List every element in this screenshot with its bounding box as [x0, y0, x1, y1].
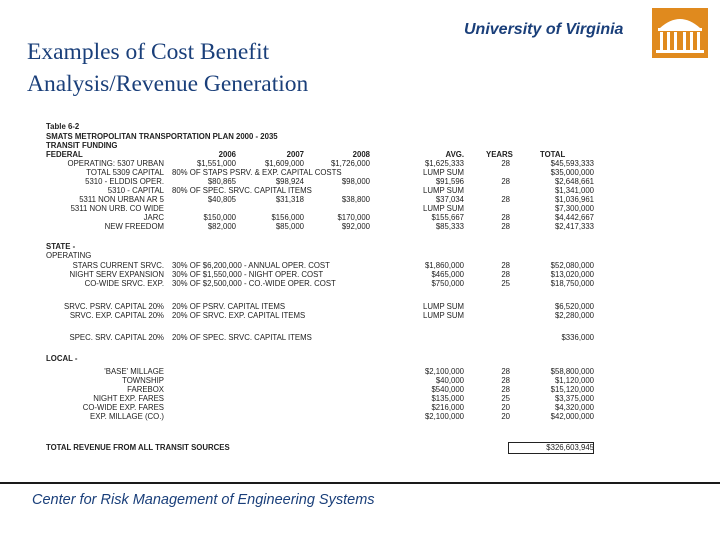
row-label: TOWNSHIP	[122, 376, 164, 385]
col-header-category: FEDERAL	[46, 150, 83, 159]
table-row	[40, 222, 600, 232]
cell-years: 28	[501, 367, 510, 376]
cell-years: 28	[501, 376, 510, 385]
row-label: NIGHT SERV EXPANSION	[69, 270, 164, 279]
row-label: TOTAL 5309 CAPITAL	[86, 168, 164, 177]
cell-note: 20% OF SPEC. SRVC. CAPITAL ITEMS	[172, 333, 312, 342]
grand-total-label: TOTAL REVENUE FROM ALL TRANSIT SOURCES	[46, 443, 230, 452]
cell-total: $3,375,000	[554, 394, 594, 403]
cell-note: 30% OF $2,500,000 - CO.-WIDE OPER. COST	[172, 279, 336, 288]
cell-total: $4,442,667	[554, 213, 594, 222]
cell-years: 28	[501, 177, 510, 186]
cell-total: $7,300,000	[554, 204, 594, 213]
slide-title	[27, 36, 427, 100]
row-label: SRVC. PSRV. CAPITAL 20%	[64, 302, 164, 311]
cell-2006: $82,000	[207, 222, 236, 231]
row-label: JARC	[143, 213, 164, 222]
cell-avg: $750,000	[431, 279, 464, 288]
cell-note: 20% OF PSRV. CAPITAL ITEMS	[172, 302, 286, 311]
row-label: SRVC. EXP. CAPITAL 20%	[69, 311, 164, 320]
cell-2006: $80,865	[207, 177, 236, 186]
caption-line-3: TRANSIT FUNDING	[46, 141, 118, 150]
caption-line-2: SMATS METROPOLITAN TRANSPORTATION PLAN 2000 - 2035	[46, 132, 278, 141]
cell-avg: $216,000	[431, 403, 464, 412]
table-caption	[40, 122, 600, 132]
rotunda-logo-icon	[652, 8, 708, 58]
col-header-2008: 2008	[352, 150, 370, 159]
cell-avg: LUMP SUM	[422, 302, 464, 311]
row-label: 'BASE' MILLAGE	[104, 367, 164, 376]
col-header-years: YEARS	[486, 150, 513, 159]
cell-note: 30% OF $1,550,000 - NIGHT OPER. COST	[172, 270, 324, 279]
cell-total: $1,341,000	[554, 186, 594, 195]
university-name: University of Virginia	[464, 21, 624, 38]
cell-total: $6,520,000	[554, 302, 594, 311]
row-label: STARS CURRENT SRVC.	[72, 261, 164, 270]
cell-2008: $92,000	[341, 222, 370, 231]
cell-avg: $135,000	[431, 394, 464, 403]
cell-note: 30% OF $6,200,000 - ANNUAL OPER. COST	[172, 261, 330, 270]
footer-text: Center for Risk Management of Engineering Systems	[32, 492, 375, 508]
cell-2008: $1,726,000	[330, 159, 370, 168]
cell-2008: $38,800	[341, 195, 370, 204]
cell-avg: LUMP SUM	[422, 311, 464, 320]
cell-years: 28	[501, 213, 510, 222]
cell-avg: $540,000	[431, 385, 464, 394]
cell-total: $1,120,000	[554, 376, 594, 385]
cell-avg: $2,100,000	[424, 412, 464, 421]
grand-total-value: $326,603,945	[546, 443, 594, 452]
cell-note: 80% OF SPEC. SRVC. CAPITAL ITEMS	[172, 186, 312, 195]
cell-total: $2,648,661	[554, 177, 594, 186]
table-row	[40, 333, 600, 343]
table-row	[40, 279, 600, 289]
transit-funding-table	[40, 122, 600, 457]
cell-avg: $1,625,333	[424, 159, 464, 168]
title-line-2: Analysis/Revenue Generation	[27, 71, 309, 97]
local-header: LOCAL -	[46, 354, 78, 363]
cell-total: $2,417,333	[554, 222, 594, 231]
row-label: NIGHT EXP. FARES	[93, 394, 164, 403]
cell-total: $18,750,000	[550, 279, 594, 288]
cell-years: 28	[501, 270, 510, 279]
cell-years: 28	[501, 261, 510, 270]
cell-total: $52,080,000	[550, 261, 594, 270]
cell-avg: $155,667	[431, 213, 464, 222]
cell-avg: $91,596	[435, 177, 464, 186]
row-label: 5311 NON URBAN AR 5	[79, 195, 164, 204]
caption-line-1: Table 6-2	[46, 122, 80, 131]
table-row	[40, 412, 600, 422]
cell-2007: $31,318	[275, 195, 304, 204]
cell-years: 28	[501, 385, 510, 394]
cell-avg: $1,860,000	[424, 261, 464, 270]
cell-note: 20% OF SRVC. EXP. CAPITAL ITEMS	[172, 311, 306, 320]
cell-avg: $465,000	[431, 270, 464, 279]
cell-avg: $85,333	[435, 222, 464, 231]
col-header-2006: 2006	[218, 150, 236, 159]
cell-avg: $40,000	[435, 376, 464, 385]
operating-header: OPERATING	[46, 251, 92, 260]
col-header-total: TOTAL	[540, 150, 566, 159]
cell-total: $35,000,000	[550, 168, 594, 177]
cell-avg: LUMP SUM	[422, 204, 464, 213]
cell-total: $4,320,000	[554, 403, 594, 412]
cell-years: 25	[501, 394, 510, 403]
title-line-1: Examples of Cost Benefit	[27, 39, 270, 65]
cell-note: 80% OF STAPS PSRV. & EXP. CAPITAL COSTS	[172, 168, 342, 177]
cell-total: $13,020,000	[550, 270, 594, 279]
cell-total: $15,120,000	[550, 385, 594, 394]
cell-2007: $85,000	[275, 222, 304, 231]
row-label: 5310 - ELDDIS OPER.	[85, 177, 164, 186]
state-header: STATE -	[46, 242, 76, 251]
cell-2007: $156,000	[271, 213, 304, 222]
table-row	[40, 311, 600, 321]
row-label: FAREBOX	[127, 385, 164, 394]
cell-years: 25	[501, 279, 510, 288]
row-label: 5310 - CAPITAL	[107, 186, 164, 195]
row-label: CO-WIDE SRVC. EXP.	[84, 279, 164, 288]
cell-years: 20	[501, 412, 510, 421]
cell-years: 28	[501, 222, 510, 231]
col-header-avg: AVG.	[445, 150, 464, 159]
cell-2006: $150,000	[203, 213, 236, 222]
row-label: CO-WIDE EXP. FARES	[82, 403, 164, 412]
cell-total: $45,593,333	[550, 159, 594, 168]
cell-2008: $98,000	[341, 177, 370, 186]
cell-total: $2,280,000	[554, 311, 594, 320]
row-label: EXP. MILLAGE (CO.)	[90, 412, 164, 421]
cell-total: $336,000	[561, 333, 594, 342]
row-label: 5311 NON URB. CO WIDE	[70, 204, 164, 213]
cell-2008: $170,000	[337, 213, 370, 222]
cell-years: 28	[501, 159, 510, 168]
cell-avg: $37,034	[435, 195, 464, 204]
grand-total-box	[508, 442, 594, 454]
cell-avg: LUMP SUM	[422, 186, 464, 195]
row-label: OPERATING: 5307 URBAN	[67, 159, 164, 168]
col-header-2007: 2007	[286, 150, 304, 159]
cell-total: $42,000,000	[550, 412, 594, 421]
cell-years: 28	[501, 195, 510, 204]
section-header	[40, 354, 600, 364]
cell-years: 20	[501, 403, 510, 412]
cell-total: $58,800,000	[550, 367, 594, 376]
cell-avg: $2,100,000	[424, 367, 464, 376]
section-header	[40, 251, 600, 261]
cell-total: $1,036,961	[554, 195, 594, 204]
row-label: SPEC. SRV. CAPITAL 20%	[69, 333, 164, 342]
footer-divider	[0, 482, 720, 484]
cell-2006: $40,805	[207, 195, 236, 204]
cell-2006: $1,551,000	[196, 159, 236, 168]
cell-2007: $98,924	[275, 177, 304, 186]
cell-avg: LUMP SUM	[422, 168, 464, 177]
cell-2007: $1,609,000	[264, 159, 304, 168]
row-label: NEW FREEDOM	[104, 222, 164, 231]
